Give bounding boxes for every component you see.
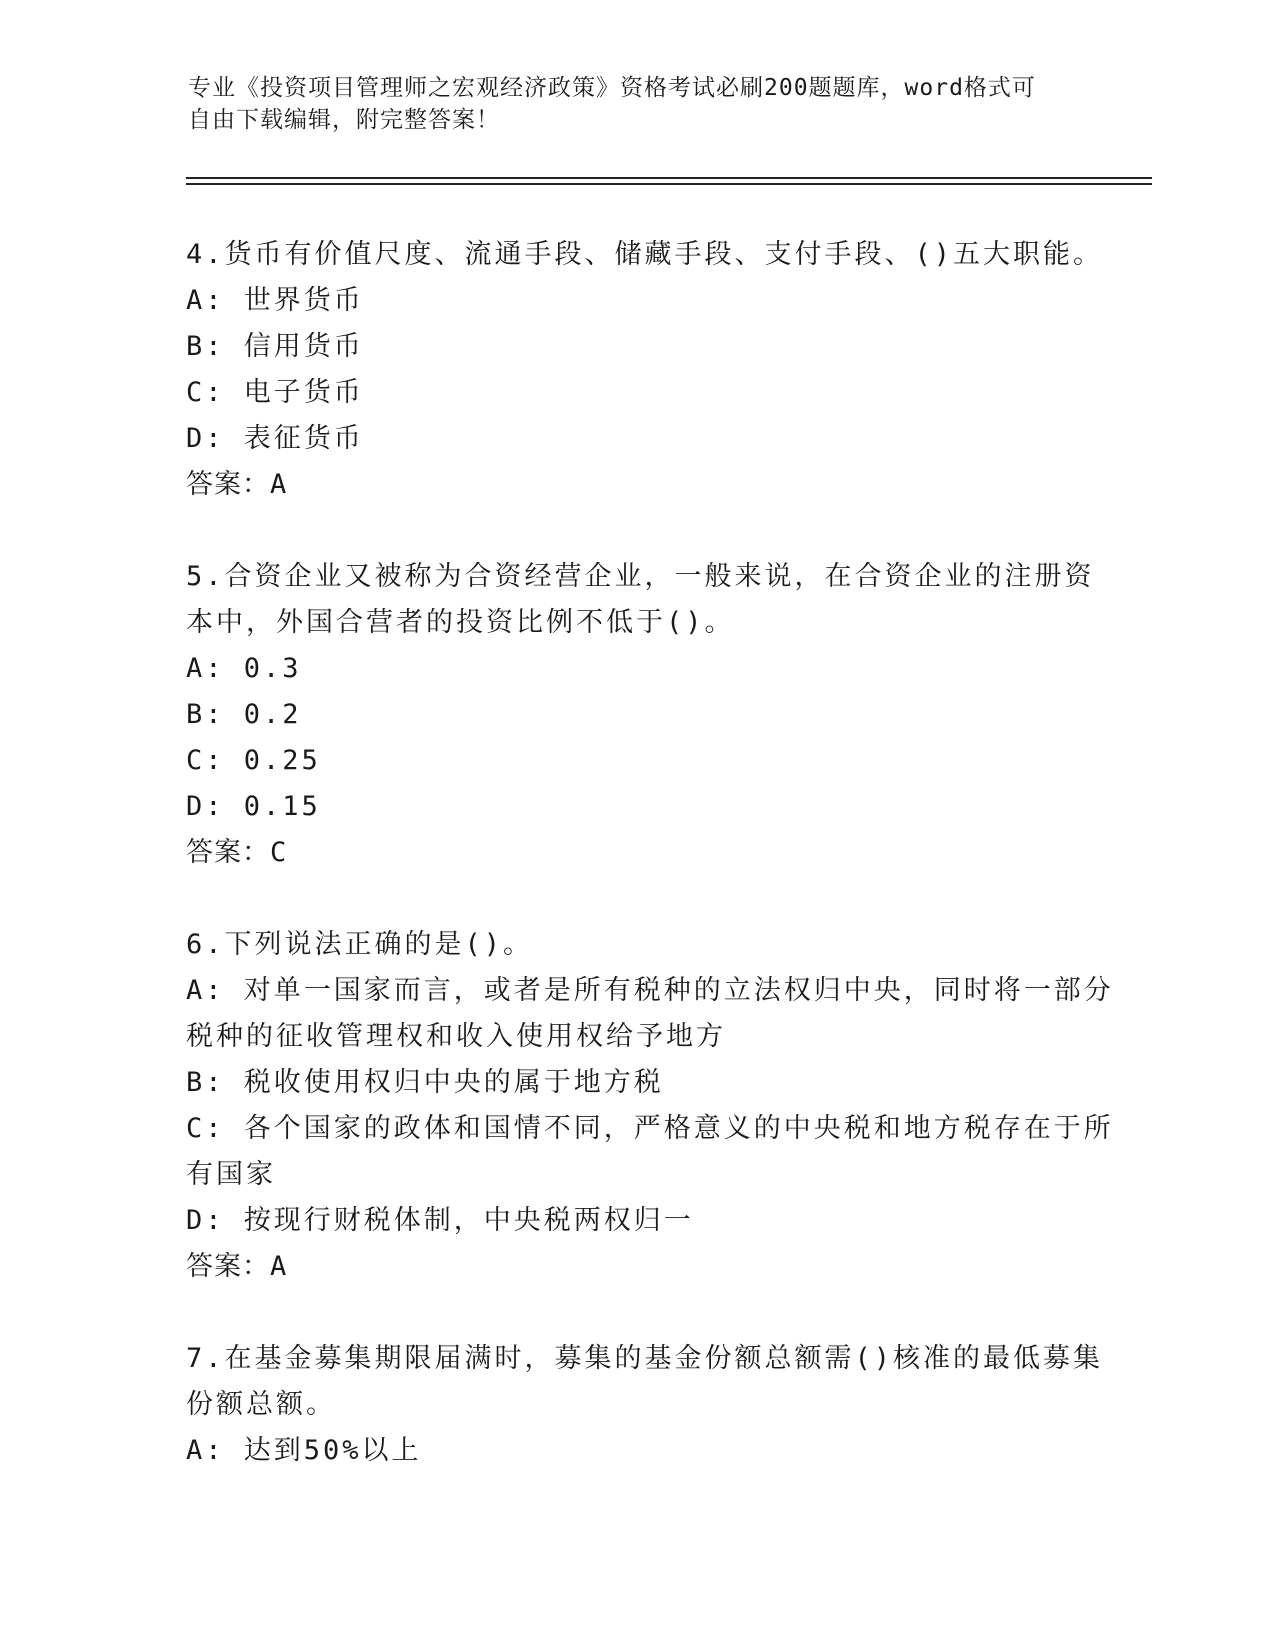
answer-option-line: D: 0.15 bbox=[186, 791, 321, 822]
question-stem-line: 7.在基金募集期限届满时，募集的基金份额总额需()核准的最低募集 bbox=[186, 1343, 1104, 1374]
header-line-1: 专业《投资项目管理师之宏观经济政策》资格考试必刷200题题库，word格式可 bbox=[188, 75, 1036, 101]
answer-option-line: B: 税收使用权归中央的属于地方税 bbox=[186, 1067, 664, 1098]
answer-label: 答案： bbox=[186, 837, 270, 868]
answer-value: C bbox=[270, 837, 288, 868]
answer-key bbox=[186, 1244, 1086, 1290]
answer-label: 答案： bbox=[186, 469, 270, 500]
question-block bbox=[186, 922, 1114, 1290]
header-divider-top bbox=[186, 177, 1152, 179]
question-stem-line: 4.货币有价值尺度、流通手段、储藏手段、支付手段、()五大职能。 bbox=[186, 239, 1104, 270]
header-line-2: 自由下载编辑，附完整答案！ bbox=[188, 107, 500, 133]
answer-option-line: C: 0.25 bbox=[186, 745, 321, 776]
answer-option-line: A: 0.3 bbox=[186, 653, 302, 684]
answer-option-line: 有国家 bbox=[186, 1159, 276, 1190]
answer-option-line: 税种的征收管理权和收入使用权给予地方 bbox=[186, 1021, 726, 1052]
answer-value: A bbox=[270, 1251, 288, 1282]
question-stem-line: 6.下列说法正确的是()。 bbox=[186, 929, 534, 960]
answer-option-line: B: 0.2 bbox=[186, 699, 302, 730]
answer-value: A bbox=[270, 469, 288, 500]
document-header bbox=[188, 72, 1068, 136]
answer-key bbox=[186, 462, 1086, 508]
question-block bbox=[186, 554, 1095, 876]
answer-key bbox=[186, 830, 1086, 876]
question-stem-line: 5.合资企业又被称为合资经营企业，一般来说，在合资企业的注册资 bbox=[186, 561, 1095, 592]
answer-option-line: C: 各个国家的政体和国情不同，严格意义的中央税和地方税存在于所 bbox=[186, 1113, 1114, 1144]
answer-option-line: A: 达到50%以上 bbox=[186, 1435, 422, 1466]
answer-option-line: A: 对单一国家而言，或者是所有税种的立法权归中央，同时将一部分 bbox=[186, 975, 1114, 1006]
answer-option-line: D: 按现行财税体制，中央税两权归一 bbox=[186, 1205, 694, 1236]
question-block bbox=[186, 1336, 1104, 1474]
question-block bbox=[186, 232, 1104, 508]
header-divider-bottom bbox=[186, 183, 1152, 185]
answer-label: 答案： bbox=[186, 1251, 270, 1282]
answer-option-line: D: 表征货币 bbox=[186, 423, 364, 454]
answer-option-line: A: 世界货币 bbox=[186, 285, 364, 316]
answer-option-line: B: 信用货币 bbox=[186, 331, 364, 362]
question-stem-line: 份额总额。 bbox=[186, 1389, 336, 1420]
question-stem-line: 本中，外国合营者的投资比例不低于()。 bbox=[186, 607, 735, 638]
answer-option-line: C: 电子货币 bbox=[186, 377, 364, 408]
question-list bbox=[186, 232, 1114, 1520]
